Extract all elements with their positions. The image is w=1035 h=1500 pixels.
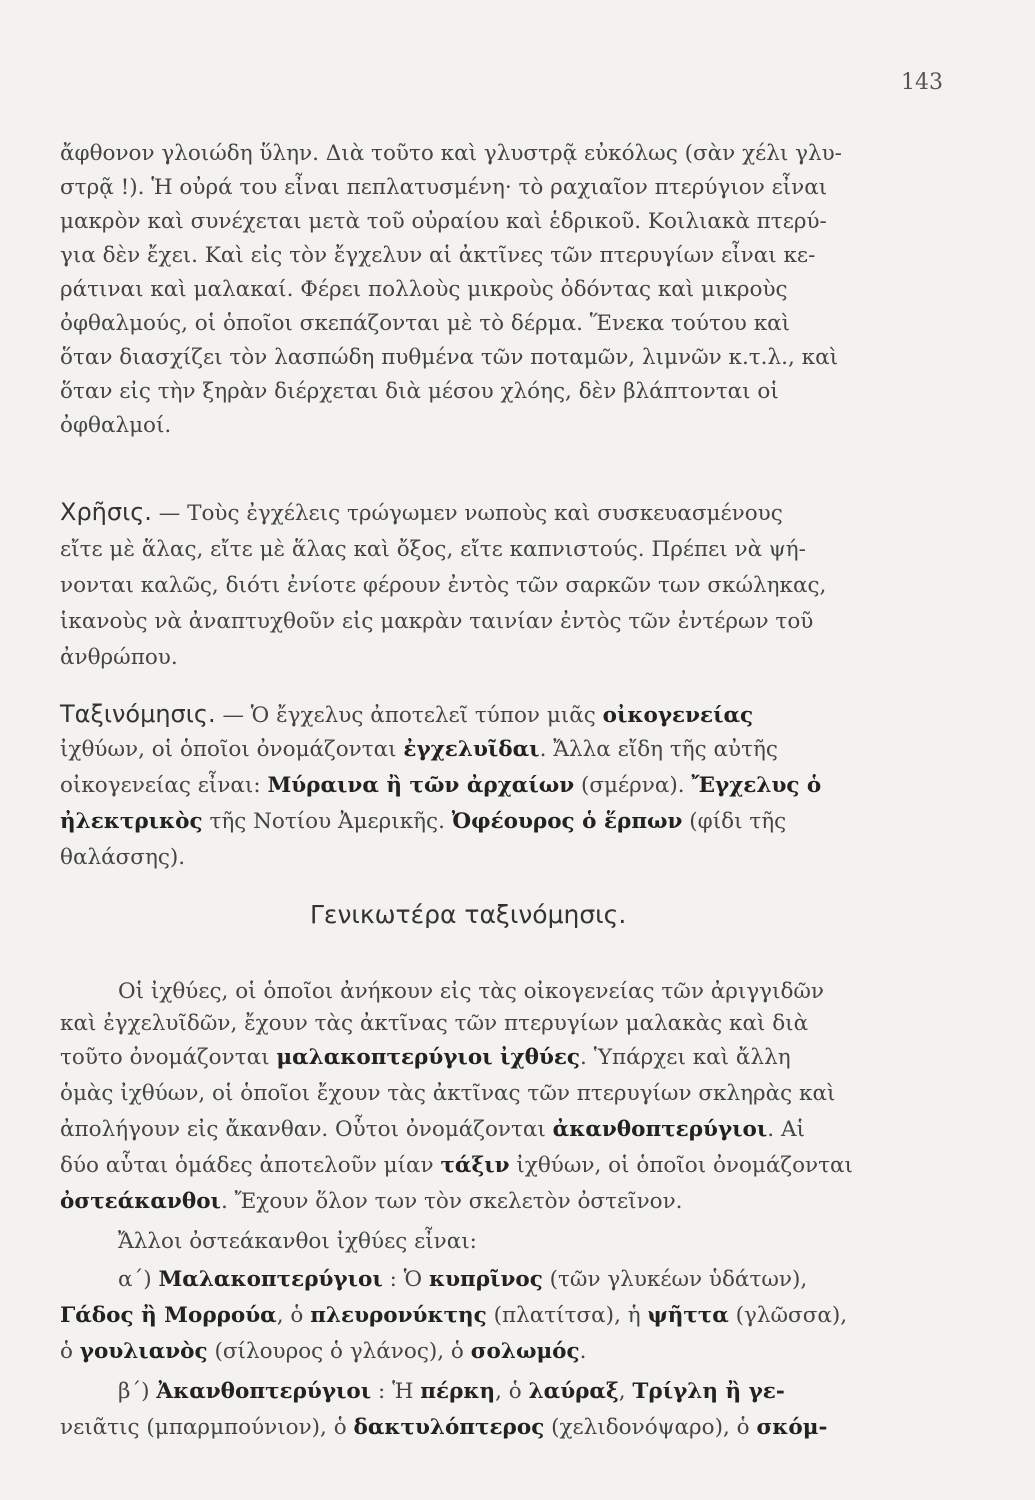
text-line: ὅταν εἰς τὴν ξηρὰν διέρχεται διὰ μέσου χλόης, δὲν βλάπτονται οἱ bbox=[60, 379, 779, 404]
text-span: . Ἄλλα εἴδη τῆς αὐτῆς bbox=[539, 737, 778, 762]
bold-term: μαλακοπτερύγιοι ἰχθύες bbox=[276, 1045, 581, 1070]
text-span: : Ἡ bbox=[371, 1379, 421, 1404]
text-line: στρᾷ !). Ἡ οὐρά του εἶναι πεπλατυσμένη· τὸ ραχιαῖον πτερύγιον εἶναι bbox=[60, 175, 828, 200]
text-span: ἰχθύων, οἱ ὁποῖοι ὀνομάζονται bbox=[509, 1153, 853, 1178]
text-span: (σίλουρος ὁ γλάνος), ὁ bbox=[207, 1339, 471, 1364]
text-line: νονται καλῶς, διότι ἐνίοτε φέρουν ἐντὸς τῶν σαρκῶν των σκώληκας, bbox=[60, 573, 827, 598]
text-span: δύο αὗται ὁμάδες ἀποτελοῦν μίαν bbox=[60, 1153, 441, 1178]
text-span: , bbox=[618, 1379, 633, 1404]
text-line: ὁμὰς ἰχθύων, οἱ ὁποῖοι ἔχουν τὰς ἀκτῖνας τῶν πτερυγίων σκληρὰς καὶ bbox=[60, 1081, 836, 1106]
text-span: . bbox=[579, 1339, 587, 1364]
text-line: καὶ ἐγχελυῖδῶν, ἔχουν τὰς ἀκτῖνας τῶν πτερυγίων μαλακὰς καὶ διὰ bbox=[60, 1011, 809, 1036]
bold-term: ἠλεκτρικὸς bbox=[60, 809, 203, 834]
bold-term: Γάδος ἢ Μορρούα bbox=[60, 1303, 277, 1328]
bold-term: γουλιανὸς bbox=[79, 1339, 208, 1364]
text-span: : Ὁ bbox=[382, 1267, 429, 1292]
text-span: — Τοὺς ἐγχέλεις τρώγωμεν νωποὺς καὶ συσκευασμένους bbox=[158, 501, 783, 526]
section-heading: Γενικωτέρα ταξινόμησις. bbox=[310, 900, 627, 929]
bold-term: ἀκανθοπτερύγιοι bbox=[552, 1117, 768, 1142]
text-line: ἄφθονον γλοιώδη ὕλην. Διὰ τοῦτο καὶ γλυστρᾷ εὐκόλως (σὰν χέλι γλυ- bbox=[60, 141, 842, 166]
text-line: μακρὸν καὶ συνέχεται μετὰ τοῦ οὐραίου καὶ ἑδρικοῦ. Κοιλιακὰ πτερύ- bbox=[60, 209, 827, 234]
bold-term: Ἔγχελυς ὁ bbox=[691, 773, 822, 798]
text-span: β΄) bbox=[118, 1379, 157, 1404]
text-line: ὀφθαλμοί. bbox=[60, 413, 172, 438]
bold-term: Μύραινα ἢ τῶν ἀρχαίων bbox=[267, 773, 575, 798]
bold-term: Ἀκανθοπτερύγιοι bbox=[156, 1379, 372, 1404]
bold-term: ψῆττα bbox=[647, 1303, 729, 1328]
text-span: (φίδι τῆς bbox=[682, 809, 787, 834]
bold-term: κυπρῖνος bbox=[428, 1267, 543, 1292]
text-span: (σμέρνα). bbox=[574, 773, 692, 798]
bold-term: σολωμός bbox=[470, 1339, 580, 1364]
text-span: ἰχθύων, οἱ ὁποῖοι ὀνομάζονται bbox=[60, 737, 404, 762]
bold-term: Μαλακοπτερύγιοι bbox=[158, 1267, 383, 1292]
text-line: εἴτε μὲ ἅλας, εἴτε μὲ ἅλας καὶ ὄξος, εἴτε καπνιστούς. Πρέπει νὰ ψή- bbox=[60, 537, 806, 562]
text-line: θαλάσσης). bbox=[60, 845, 186, 870]
text-span: τῆς Νοτίου Ἀμερικῆς. bbox=[202, 809, 452, 834]
text-span: α΄) bbox=[118, 1267, 159, 1292]
bold-term: σκόμ- bbox=[756, 1415, 828, 1440]
section-label-classification: Ταξινόμησις. bbox=[60, 700, 216, 728]
bold-term: Ὀφέουρος ὁ ἕρπων bbox=[451, 809, 683, 834]
text-span: . Ὑπάρχει καὶ ἄλλη bbox=[580, 1045, 791, 1070]
text-span: (πλατίτσα), ἡ bbox=[486, 1303, 648, 1328]
text-span: (χελιδονόψαρο), ὁ bbox=[544, 1415, 757, 1440]
section-label-usage: Χρῆσις. bbox=[60, 498, 152, 526]
text-span: ὁ bbox=[60, 1339, 80, 1364]
text-line: Οἱ ἰχθύες, οἱ ὁποῖοι ἀνήκουν εἰς τὰς οἰκογενείας τῶν ἀριγγιδῶν bbox=[118, 979, 825, 1004]
text-line: ὅταν διασχίζει τὸν λασπώδη πυθμένα τῶν ποταμῶν, λιμνῶν κ.τ.λ., καὶ bbox=[60, 345, 839, 370]
text-span: — Ὁ ἔγχελυς ἀποτελεῖ τύπον μιᾶς bbox=[222, 703, 603, 728]
text-span: (γλῶσσα), bbox=[728, 1303, 848, 1328]
text-span: νειᾶτις bbox=[60, 1415, 140, 1440]
text-line: ράτιναι καὶ μαλακαί. Φέρει πολλοὺς μικροὺς ὀδόντας καὶ μικροὺς bbox=[60, 277, 788, 302]
text-span: , ὁ bbox=[276, 1303, 311, 1328]
text-line: για δὲν ἔχει. Καὶ εἰς τὸν ἔγχελυν αἱ ἀκτῖνες τῶν πτερυγίων εἶναι κε- bbox=[60, 243, 816, 268]
page-number: 143 bbox=[901, 70, 943, 95]
text-span: οἰκογενείας εἶναι: bbox=[60, 773, 268, 798]
bold-term: πλευρονύκτης bbox=[310, 1303, 487, 1328]
bold-term: ἐγχελυῖδαι bbox=[403, 737, 540, 762]
text-span: (μπαρμπούνιον), ὁ bbox=[139, 1415, 354, 1440]
text-span: , ὁ bbox=[495, 1379, 529, 1404]
bold-term: τάξιν bbox=[440, 1153, 510, 1178]
text-span: . Ἔχουν ὅλον των τὸν σκελετὸν ὀστεῖνον. bbox=[220, 1189, 683, 1214]
bold-term: Τρίγλη ἢ γε- bbox=[632, 1379, 785, 1404]
bold-term: ὀστεάκανθοι bbox=[60, 1189, 221, 1214]
text-line: ὀφθαλμούς, οἱ ὁποῖοι σκεπάζονται μὲ τὸ δέρμα. Ἕνεκα τούτου καὶ bbox=[60, 311, 791, 336]
text-line: Ἄλλοι ὀστεάκανθοι ἰχθύες εἶναι: bbox=[118, 1229, 477, 1254]
bold-term: πέρκη bbox=[420, 1379, 496, 1404]
text-span: . Αἱ bbox=[767, 1117, 805, 1142]
text-span: (τῶν γλυκέων ὑδάτων), bbox=[542, 1267, 808, 1292]
text-line: ἀνθρώπου. bbox=[60, 645, 178, 670]
text-line: ἱκανοὺς νὰ ἀναπτυχθοῦν εἰς μακρὰν ταινίαν ἐντὸς τῶν ἐντέρων τοῦ bbox=[60, 609, 814, 634]
text-span: ἀπολήγουν εἰς ἄκανθαν. Οὗτοι ὀνομάζονται bbox=[60, 1117, 553, 1142]
bold-term: λαύραξ bbox=[528, 1379, 619, 1404]
bold-term: δακτυλόπτερος bbox=[353, 1415, 545, 1440]
text-span: τοῦτο ὀνομάζονται bbox=[60, 1045, 277, 1070]
bold-term: οἰκογενείας bbox=[602, 703, 754, 728]
